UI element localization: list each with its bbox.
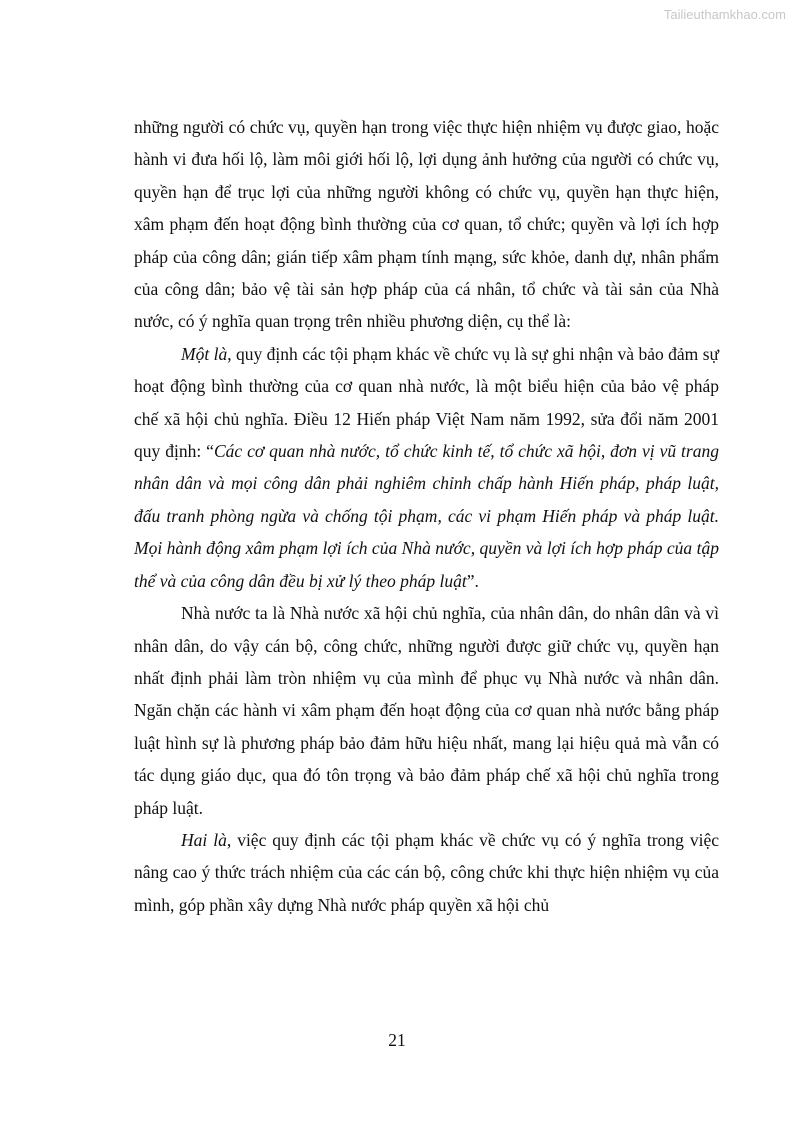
paragraph-4-lead: Hai là (181, 829, 227, 850)
paragraph-4-text: , việc quy định các tội phạm khác về chức vụ có ý nghĩa trong việc nâng cao ý thức trách nhiệm của các cán bộ, công chức khi thực hiện nhiệm vụ của mình, góp phần xây dựng Nhà nước pháp quyền xã hội chủ (134, 829, 719, 915)
document-body (134, 111, 719, 921)
paragraph-2 (134, 338, 719, 597)
paragraph-2-text: , quy định các tội phạm khác về chức vụ là sự ghi nhận và bảo đảm sự hoạt động bình thường của cơ quan nhà nước, là một biểu hiện của bảo vệ pháp chế xã hội chủ nghĩa. Điều 12 Hiến pháp Việt Nam năm 1992, sửa đổi năm 2001 quy định: “ (134, 343, 719, 462)
paragraph-1: những người có chức vụ, quyền hạn trong việc thực hiện nhiệm vụ được giao, hoặc hành vi đưa hối lộ, làm môi giới hối lộ, lợi dụng ảnh hưởng của người có chức vụ, quyền hạn để trục lợi của những người không có chức vụ, quyền hạn thực hiện, xâm phạm đến hoạt động bình thường của cơ quan, tổ chức; quyền và lợi ích hợp pháp của công dân; gián tiếp xâm phạm tính mạng, sức khỏe, danh dự, nhân phẩm của công dân; bảo vệ tài sản hợp pháp của cá nhân, tổ chức và tài sản của Nhà nước, có ý nghĩa quan trọng trên nhiều phương diện, cụ thể là: (134, 117, 719, 332)
watermark: Tailieuthamkhao.com (663, 7, 786, 22)
paragraph-2-lead: Một là (181, 343, 228, 364)
paragraph-2-end: ”. (466, 570, 479, 591)
paragraph-4 (134, 824, 719, 921)
constitution-quote: Các cơ quan nhà nước, tổ chức kinh tế, tổ chức xã hội, đơn vị vũ trang nhân dân và mọi công dân phải nghiêm chỉnh chấp hành Hiến pháp, pháp luật, đấu tranh phòng ngừa và chống tội phạm, các vi phạm Hiến pháp và pháp luật. Mọi hành động xâm phạm lợi ích của Nhà nước, quyền và lợi ích hợp pháp của tập thể và của công dân đều bị xử lý theo pháp luật (134, 441, 719, 591)
paragraph-3: Nhà nước ta là Nhà nước xã hội chủ nghĩa, của nhân dân, do nhân dân và vì nhân dân, do vậy cán bộ, công chức, những người được giữ chức vụ, quyền hạn nhất định phải làm tròn nhiệm vụ của mình để phục vụ Nhà nước và nhân dân. Ngăn chặn các hành vi xâm phạm đến hoạt động của cơ quan nhà nước bằng pháp luật hình sự là phương pháp bảo đảm hữu hiệu nhất, mang lại hiệu quả mà vẫn có tác dụng giáo dục, qua đó tôn trọng và bảo đảm pháp chế xã hội chủ nghĩa trong pháp luật. (134, 603, 719, 818)
page-number: 21 (388, 1030, 406, 1050)
